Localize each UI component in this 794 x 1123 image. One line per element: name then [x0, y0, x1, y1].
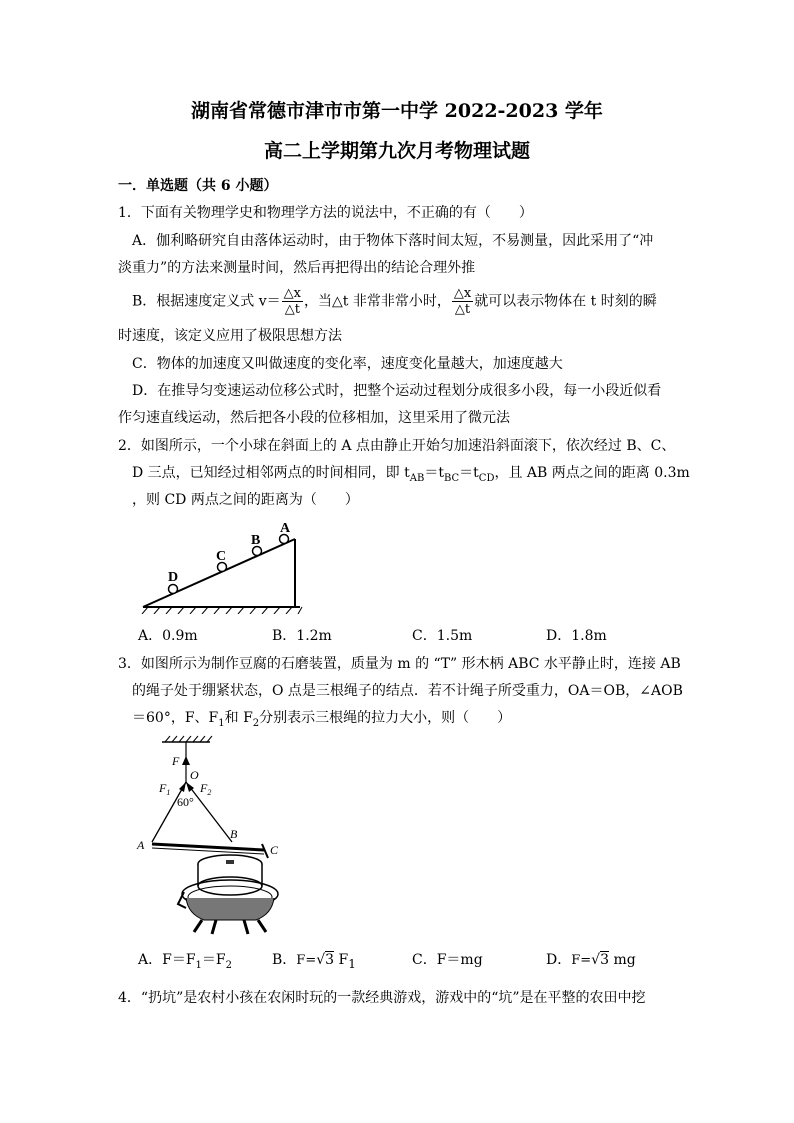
q3-line2: 的绳子处于绷紧状态，O 点是三根绳子的结点．若不计绳子所受重力，OA＝OB，∠AOB	[132, 683, 683, 699]
q3-option-d-formula: F=	[571, 953, 592, 968]
q3-line3-suffix: 分别表示三根绳的拉力大小，则（ ）	[259, 710, 512, 726]
label-f2: $F_2$	[200, 781, 212, 797]
q2-option-d: D．1.8m	[546, 628, 607, 644]
q3-option-b-prefix: B．	[272, 952, 297, 968]
label-d: D	[168, 570, 179, 585]
q3-option-a-sub1: 1	[195, 959, 202, 971]
label-a: A	[280, 521, 291, 536]
subscript-ab: AB	[409, 472, 425, 484]
incline-figure	[138, 514, 308, 614]
q2-option-c: C．1.5m	[412, 628, 473, 644]
q3-option-d-suffix: mg	[609, 952, 636, 968]
q3-option-b-suffix: F	[334, 952, 349, 968]
q3-option-a-prefix: A．F＝F	[138, 952, 196, 968]
q1-option-b-line2: 时速度，该定义应用了极限思想方法	[118, 328, 342, 344]
q2-eq1: ＝t	[424, 465, 444, 481]
q2-line2-prefix: D 三点，已知经过相邻两点的时间相同，即 t	[132, 465, 410, 481]
label-c: C	[216, 549, 227, 564]
q3-line3-prefix: ＝60°，F、F	[132, 710, 219, 726]
subscript-bc: BC	[443, 472, 460, 484]
q1-b-prefix: B．根据速度定义式 v＝	[132, 293, 281, 310]
document-title-line2: 高二上学期第九次月考物理试题	[263, 140, 530, 162]
q1-b-suffix: 就可以表示物体在 t 时刻的瞬	[474, 293, 657, 310]
q3-line3-middle: 和 F	[224, 710, 253, 726]
q1-b-middle: ，当△t 非常非常小时，	[304, 293, 451, 310]
q2-option-b: B．1.2m	[272, 628, 332, 644]
q3-option-a-mid: ＝F	[201, 952, 226, 968]
q3-line3	[132, 708, 511, 734]
q3-option-a-sub2: 2	[225, 959, 233, 971]
q1-option-d-line2: 作匀速直线运动，然后把各小段的位移相加，这里采用了微元法	[118, 410, 510, 426]
q2-line3: ，则 CD 两点之间的距离为（ ）	[132, 492, 359, 508]
label-angle: 60°	[177, 795, 194, 809]
q3-option-d	[546, 950, 636, 971]
q1-option-a-line1: A．伽利略研究自由落体运动时，由于物体下落时间太短，不易测量，因此采用了“冲	[132, 233, 654, 249]
q1-option-d-line1: D．在推导匀变速运动位移公式时，把整个运动过程划分成很多小段，每一小段近似看	[132, 383, 662, 399]
section-heading: 一．单选题（共 6 小题）	[118, 178, 278, 194]
label-o: O	[190, 768, 199, 782]
ball-d	[169, 585, 178, 594]
velocity-fraction	[282, 286, 303, 317]
q3-option-d-prefix: D．	[546, 952, 572, 968]
fraction-denominator-2: △t	[454, 302, 471, 317]
label-f: F	[172, 754, 180, 768]
q1-option-c: C．物体的加速度又叫做速度的变化率，速度变化量越大，加速度越大	[132, 356, 563, 372]
sqrt-symbol: √	[316, 952, 326, 968]
subscript-2: 2	[252, 717, 260, 729]
subscript-cd: CD	[478, 472, 495, 484]
label-c: C	[270, 843, 279, 857]
sqrt-symbol-2: √	[591, 952, 601, 968]
q3-option-b-radicand: 3	[325, 952, 335, 968]
q3-option-b-formula: F=	[296, 953, 317, 968]
q3-option-b	[272, 950, 356, 974]
q4-line1: 4．“扔坑”是农村小孩在农闲时玩的一款经典游戏，游戏中的“坑”是在平整的农田中挖	[118, 990, 646, 1006]
q2-option-a: A．0.9m	[138, 628, 198, 644]
fraction-numerator-2: △x	[453, 286, 472, 301]
q1-option-a-line2: 淡重力”的方法来测量时间，然后再把得出的结论合理外推	[118, 260, 476, 276]
q3-option-a	[138, 950, 232, 976]
label-f1: $F_1$	[159, 781, 171, 797]
q1-option-b-line1	[132, 286, 657, 317]
stone-mill-figure	[132, 734, 292, 939]
q3-option-b-sub: 1	[348, 956, 356, 971]
label-b: B	[251, 533, 261, 548]
q3-option-c: C．F＝mg	[412, 952, 483, 968]
fraction-numerator: △x	[283, 286, 301, 301]
subscript-1: 1	[218, 717, 225, 729]
q2-line2	[132, 463, 690, 489]
label-a: A	[137, 838, 145, 852]
q2-line2-suffix: ，且 AB 两点之间的距离 0.3m	[494, 465, 690, 481]
document-title-line1: 湖南省常德市津市市第一中学 2022-2023 学年	[191, 100, 603, 122]
q3-option-d-radicand: 3	[600, 952, 609, 968]
label-b: B	[230, 827, 238, 841]
q1-stem: 1．下面有关物理学史和物理学方法的说法中，不正确的有（ ）	[118, 205, 533, 221]
q3-line1: 3．如图所示为制作豆腐的石磨装置，质量为 m 的 “T” 形木柄 ABC 水平静止时，连接 AB	[118, 656, 681, 672]
q2-eq2: ＝t	[459, 465, 479, 481]
q2-line1: 2．如图所示，一个小球在斜面上的 A 点由静止开始匀加速沿斜面滚下，依次经过 B、C、	[118, 438, 676, 454]
fraction-denominator: △t	[284, 302, 300, 317]
velocity-fraction-2	[452, 286, 473, 317]
